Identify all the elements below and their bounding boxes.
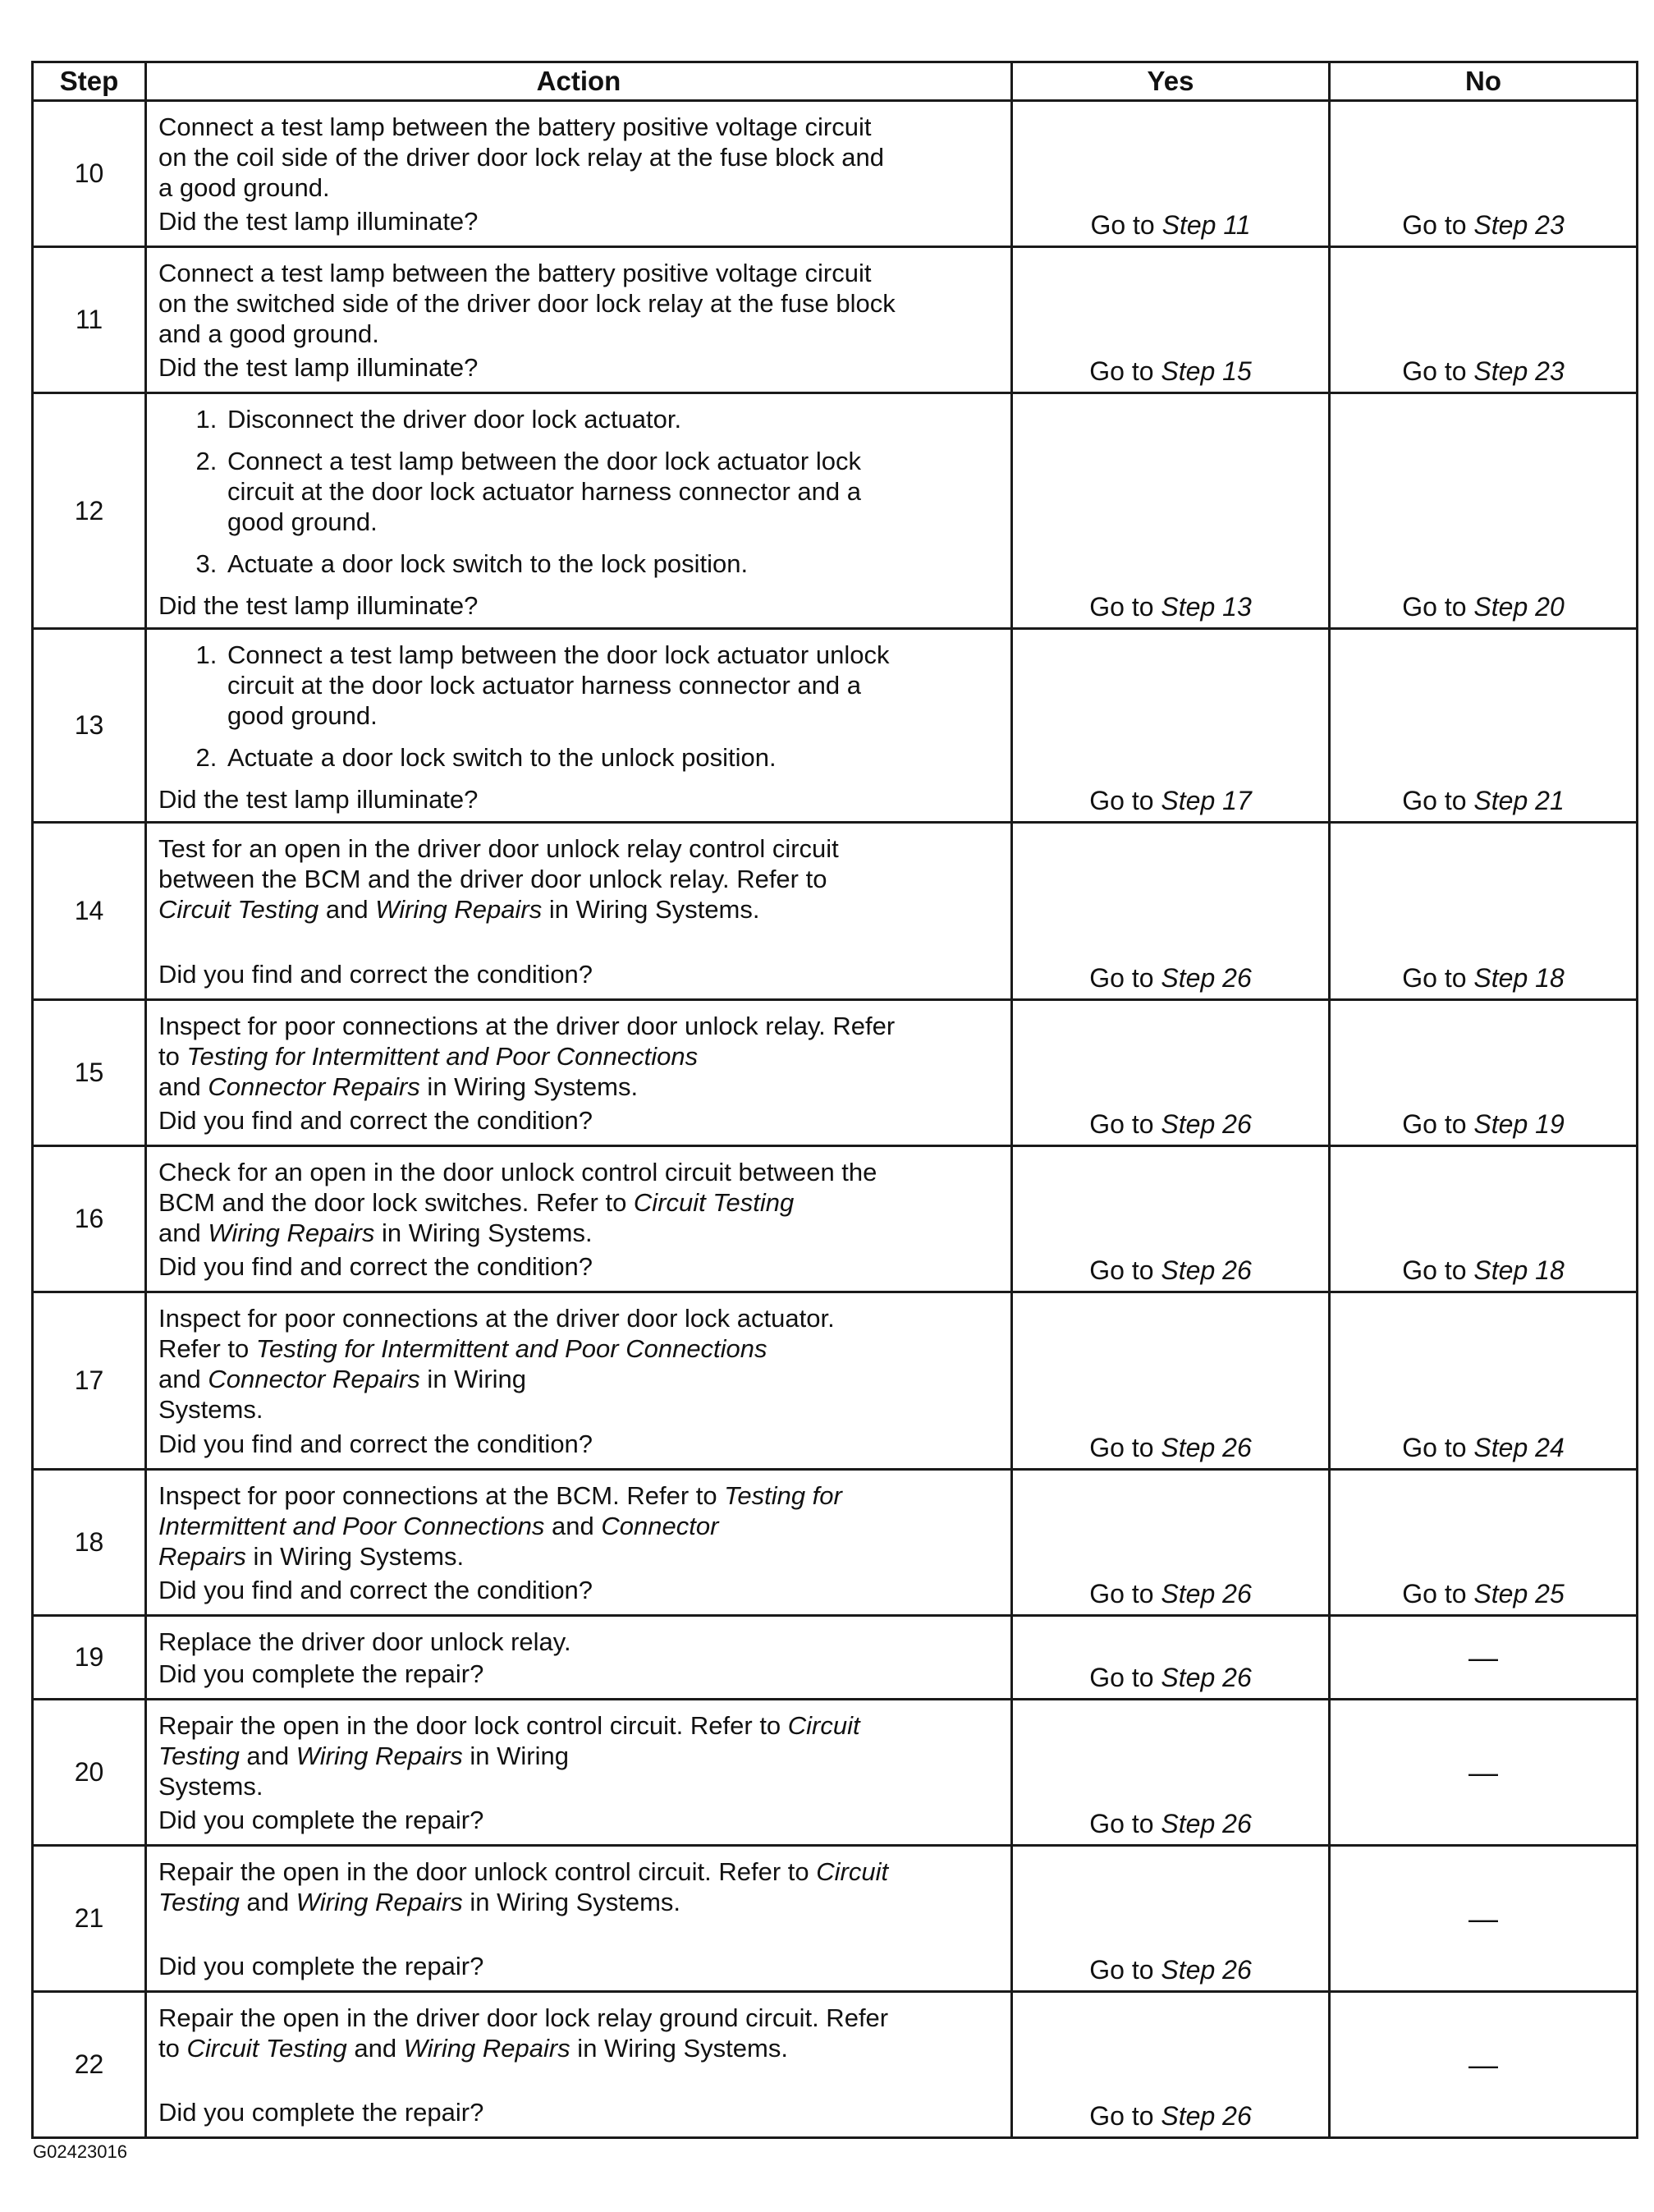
reference-title: Wiring Repairs <box>375 895 543 924</box>
action-text <box>158 833 1002 925</box>
question-text: Did you find and correct the condition? <box>158 1576 593 1604</box>
step-link: Step 26 <box>1161 1955 1252 1985</box>
action-text <box>158 2003 1002 2063</box>
reference-title: Connector Repairs <box>158 1512 719 1571</box>
text-run: in Wiring Systems. <box>462 1888 681 1916</box>
goto-prefix: Go to <box>1089 1255 1161 1285</box>
text-run: in Wiring Systems. <box>419 1072 639 1101</box>
text-run: in Wiring Systems. <box>374 1218 593 1247</box>
no-result <box>1330 247 1638 393</box>
yes-result <box>1012 247 1330 393</box>
no-result <box>1330 1292 1638 1470</box>
step-number: 17 <box>33 1292 146 1470</box>
reference-title: Wiring Repairs <box>208 1218 375 1247</box>
header-yes: Yes <box>1012 62 1330 101</box>
text-run: Connect a test lamp between the battery positive voltage circuit on the switched side of the driver door lock relay at the fuse block and a good ground. <box>158 259 896 348</box>
reference-title: Circuit Testing <box>158 1711 860 1770</box>
step-link: Step 24 <box>1473 1433 1565 1462</box>
step-number: 13 <box>33 629 146 823</box>
text-run: in Wiring Systems. <box>158 1365 527 1424</box>
text-run: and <box>158 1218 201 1247</box>
table-row <box>33 1700 1638 1846</box>
goto-prefix: Go to <box>1402 786 1474 815</box>
step-link: Step 26 <box>1161 1255 1252 1285</box>
no-result <box>1330 1470 1638 1616</box>
text-run: Inspect for poor connections at the driver door lock actuator. Refer to <box>158 1304 835 1363</box>
text-run: in Wiring Systems. <box>570 2034 788 2063</box>
no-dash: — <box>1330 1846 1638 1992</box>
text-run: and <box>158 1365 201 1393</box>
step-number: 19 <box>33 1616 146 1700</box>
goto-prefix: Go to <box>1402 1255 1474 1285</box>
action-cell <box>146 1292 1012 1470</box>
action-text <box>158 1303 1002 1425</box>
yes-result <box>1012 629 1330 823</box>
table-row <box>33 1992 1638 2138</box>
goto-prefix: Go to <box>1402 1433 1474 1462</box>
header-step: Step <box>33 62 146 101</box>
procedure-step: 1. Disconnect the driver door lock actuator. <box>224 404 1002 434</box>
step-link: Step 26 <box>1161 1433 1252 1462</box>
text-run: Repair the open in the door lock control circuit. Refer to <box>158 1711 788 1740</box>
text-run: and <box>239 1888 296 1916</box>
reference-title: Connector Repairs <box>208 1072 420 1101</box>
question-text: Did you find and correct the condition? <box>158 1252 593 1281</box>
text-run: Repair the open in the driver door lock relay ground circuit. Refer to <box>158 2003 889 2063</box>
step-link: Step 23 <box>1473 210 1565 240</box>
text-run: in Wiring Systems. <box>158 1742 569 1801</box>
text-run: and <box>544 1512 602 1540</box>
procedure-step: 2. Connect a test lamp between the door lock actuator lock circuit at the door lock actuator harness connector and a good ground. <box>224 446 1002 537</box>
goto-prefix: Go to <box>1089 963 1161 993</box>
yes-result <box>1012 101 1330 247</box>
action-cell <box>146 1616 1012 1700</box>
action-text <box>158 1710 1002 1801</box>
question-text: Did you complete the repair? <box>158 1952 484 1980</box>
action-cell <box>146 1146 1012 1292</box>
goto-prefix: Go to <box>1089 1579 1161 1609</box>
step-number: 18 <box>33 1470 146 1616</box>
text-run: Inspect for poor connections at the BCM. Refer to <box>158 1481 725 1510</box>
question-text: Did the test lamp illuminate? <box>158 207 479 236</box>
text-run: and <box>158 1072 201 1101</box>
table-header-row <box>33 62 1638 101</box>
text-run: and <box>318 895 376 924</box>
action-cell <box>146 247 1012 393</box>
text-run: Test for an open in the driver door unlock relay control circuit between the BCM and the driver door unlock relay. Refer to <box>158 834 839 893</box>
action-text <box>158 1856 1002 1917</box>
step-link: Step 21 <box>1473 786 1565 815</box>
goto-prefix: Go to <box>1089 1109 1161 1139</box>
table-row <box>33 247 1638 393</box>
question-text: Did the test lamp illuminate? <box>158 785 479 814</box>
header-no: No <box>1330 62 1638 101</box>
question-text: Did you find and correct the condition? <box>158 1430 593 1458</box>
step-link: Step 25 <box>1473 1579 1565 1609</box>
text-run: Repair the open in the door unlock control circuit. Refer to <box>158 1857 817 1886</box>
reference-title: Testing for Intermittent and Poor Connections <box>186 1042 699 1071</box>
reference-title: Testing for Intermittent and Poor Connections <box>255 1334 767 1363</box>
header-action: Action <box>146 62 1012 101</box>
question-text: Did you complete the repair? <box>158 1659 484 1688</box>
action-cell <box>146 823 1012 1000</box>
table-row <box>33 1470 1638 1616</box>
step-number: 14 <box>33 823 146 1000</box>
goto-prefix: Go to <box>1402 963 1474 993</box>
step-number: 22 <box>33 1992 146 2138</box>
reference-title: Wiring Repairs <box>296 1742 463 1770</box>
no-result <box>1330 629 1638 823</box>
step-link: Step 17 <box>1161 786 1252 815</box>
goto-prefix: Go to <box>1402 592 1474 622</box>
step-link: Step 13 <box>1161 592 1252 622</box>
table-row <box>33 393 1638 629</box>
step-number: 12 <box>33 393 146 629</box>
action-cell <box>146 1992 1012 2138</box>
table-row <box>33 1146 1638 1292</box>
action-cell <box>146 629 1012 823</box>
yes-result <box>1012 1146 1330 1292</box>
no-result <box>1330 823 1638 1000</box>
step-link: Step 26 <box>1161 1109 1252 1139</box>
procedure-step: 1. Connect a test lamp between the door lock actuator unlock circuit at the door lock actuator harness connector and a good ground. <box>224 640 1002 731</box>
action-cell <box>146 1470 1012 1616</box>
step-number: 21 <box>33 1846 146 1992</box>
table-row <box>33 1292 1638 1470</box>
procedure-step: 3. Actuate a door lock switch to the lock position. <box>224 548 1002 579</box>
table-row <box>33 1616 1638 1700</box>
no-dash: — <box>1330 1700 1638 1846</box>
table-row <box>33 1846 1638 1992</box>
action-text <box>158 1627 1002 1657</box>
question-text: Did you complete the repair? <box>158 1806 484 1834</box>
yes-result <box>1012 1292 1330 1470</box>
text-run: in Wiring Systems. <box>542 895 760 924</box>
step-link: Step 26 <box>1161 963 1252 993</box>
figure-id: G02423016 <box>33 2141 127 2162</box>
step-link: Step 15 <box>1161 356 1252 386</box>
goto-prefix: Go to <box>1089 1433 1161 1462</box>
action-text <box>158 1011 1002 1102</box>
no-dash: — <box>1330 1616 1638 1700</box>
question-text: Did the test lamp illuminate? <box>158 591 479 620</box>
step-link: Step 19 <box>1473 1109 1565 1139</box>
goto-prefix: Go to <box>1089 592 1161 622</box>
step-link: Step 11 <box>1161 210 1251 240</box>
goto-prefix: Go to <box>1089 1663 1161 1692</box>
action-text <box>158 112 1002 203</box>
text-run: and <box>346 2034 404 2063</box>
step-link: Step 26 <box>1161 1579 1252 1609</box>
question-text: Did the test lamp illuminate? <box>158 353 479 382</box>
step-link: Step 18 <box>1473 1255 1565 1285</box>
reference-title: Wiring Repairs <box>403 2034 570 2063</box>
table-row <box>33 823 1638 1000</box>
step-number: 20 <box>33 1700 146 1846</box>
step-number: 10 <box>33 101 146 247</box>
step-link: Step 26 <box>1161 2101 1252 2131</box>
reference-title: Circuit Testing <box>158 1857 889 1916</box>
no-result <box>1330 393 1638 629</box>
goto-prefix: Go to <box>1089 1809 1161 1838</box>
reference-title: Wiring Repairs <box>296 1888 463 1916</box>
table-row <box>33 1000 1638 1146</box>
goto-prefix: Go to <box>1089 356 1161 386</box>
yes-result <box>1012 1846 1330 1992</box>
goto-prefix: Go to <box>1089 2101 1161 2131</box>
step-number: 16 <box>33 1146 146 1292</box>
text-run: in Wiring Systems. <box>245 1542 465 1571</box>
action-cell <box>146 393 1012 629</box>
procedure-list <box>158 404 1002 590</box>
table-row <box>33 629 1638 823</box>
text-run: Inspect for poor connections at the driver door unlock relay. Refer to <box>158 1012 896 1071</box>
step-link: Step 20 <box>1473 592 1565 622</box>
yes-result <box>1012 1470 1330 1616</box>
goto-prefix: Go to <box>1402 1579 1474 1609</box>
action-text <box>158 1157 1002 1248</box>
goto-prefix: Go to <box>1402 1109 1474 1139</box>
reference-title: Testing for Intermittent and Poor Connections <box>158 1481 842 1540</box>
goto-prefix: Go to <box>1090 210 1162 240</box>
procedure-list <box>158 640 1002 784</box>
step-link: Step 26 <box>1161 1809 1252 1838</box>
no-dash: — <box>1330 1992 1638 2138</box>
question-text: Did you find and correct the condition? <box>158 960 593 989</box>
step-link: Step 23 <box>1473 356 1565 386</box>
yes-result <box>1012 823 1330 1000</box>
goto-prefix: Go to <box>1089 786 1161 815</box>
table-row <box>33 101 1638 247</box>
step-number: 11 <box>33 247 146 393</box>
no-result <box>1330 1146 1638 1292</box>
no-result <box>1330 101 1638 247</box>
goto-prefix: Go to <box>1402 210 1474 240</box>
step-number: 15 <box>33 1000 146 1146</box>
question-text: Did you complete the repair? <box>158 2098 484 2127</box>
text-run: Check for an open in the door unlock control circuit between the BCM and the door lock switches. Refer to <box>158 1158 877 1217</box>
diagnostic-table <box>31 61 1638 2139</box>
goto-prefix: Go to <box>1089 1955 1161 1985</box>
step-link: Step 18 <box>1473 963 1565 993</box>
action-text <box>158 258 1002 349</box>
reference-title: Circuit Testing <box>158 895 319 924</box>
yes-result <box>1012 1700 1330 1846</box>
yes-result <box>1012 1616 1330 1700</box>
reference-title: Circuit Testing <box>186 2034 347 2063</box>
procedure-step: 2. Actuate a door lock switch to the unlock position. <box>224 742 1002 773</box>
action-cell <box>146 1846 1012 1992</box>
text-run: and <box>239 1742 296 1770</box>
step-link: Step 26 <box>1161 1663 1252 1692</box>
text-run: Connect a test lamp between the battery positive voltage circuit on the coil side of the driver door lock relay at the fuse block and a good ground. <box>158 112 884 202</box>
action-cell <box>146 1700 1012 1846</box>
goto-prefix: Go to <box>1402 356 1474 386</box>
yes-result <box>1012 1000 1330 1146</box>
text-run: Replace the driver door unlock relay. <box>158 1627 571 1656</box>
action-cell <box>146 1000 1012 1146</box>
reference-title: Circuit Testing <box>633 1188 795 1217</box>
no-result <box>1330 1000 1638 1146</box>
yes-result <box>1012 393 1330 629</box>
reference-title: Connector Repairs <box>208 1365 420 1393</box>
yes-result <box>1012 1992 1330 2138</box>
question-text: Did you find and correct the condition? <box>158 1106 593 1135</box>
action-text <box>158 1480 1002 1572</box>
action-cell <box>146 101 1012 247</box>
